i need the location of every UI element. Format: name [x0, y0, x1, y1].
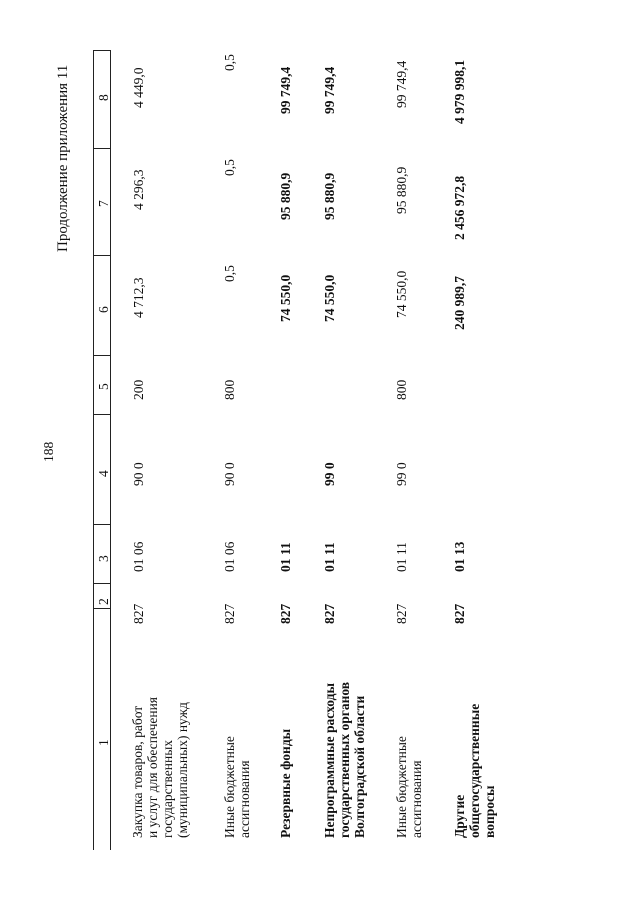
cell-col4: 90 0 [222, 462, 237, 486]
row-name: Другие общегосударственные вопросы [452, 703, 497, 838]
header-divider [93, 148, 110, 149]
header-col-5: 5 [96, 383, 111, 390]
cell-col6: 74 550,0 [278, 274, 293, 322]
cell-col6: 0,5 [222, 265, 237, 282]
cell-col6: 240 989,7 [452, 276, 467, 330]
row-name: Закупка товаров, работ и услуг для обеспечения государственных (муниципальных) нужд [130, 696, 190, 838]
cell-col2: 827 [452, 603, 467, 624]
cell-col6: 74 550,0 [394, 270, 409, 318]
header-divider [93, 255, 110, 256]
cell-col2: 827 [222, 603, 237, 624]
cell-col2: 827 [322, 603, 337, 624]
cell-col3: 01 11 [278, 542, 293, 572]
cell-col7: 95 880,9 [278, 172, 293, 220]
cell-col5: 800 [394, 379, 409, 400]
cell-col8: 0,5 [222, 54, 237, 71]
cell-col6: 74 550,0 [322, 274, 337, 322]
cell-col7: 0,5 [222, 159, 237, 176]
header-divider [93, 414, 110, 415]
table-outer-line [93, 50, 94, 850]
table-top-edge [93, 50, 110, 51]
header-col-4: 4 [96, 470, 111, 477]
row-name: Непрограммные расходы государственных органов Волгоградской области [322, 681, 367, 838]
cell-col3: 01 06 [222, 541, 237, 572]
header-divider [93, 608, 110, 609]
cell-col7: 2 456 972,8 [452, 175, 467, 240]
cell-col4: 99 0 [322, 462, 337, 486]
cell-col3: 01 11 [322, 542, 337, 572]
header-divider [93, 583, 110, 584]
header-divider [93, 524, 110, 525]
cell-col3: 01 06 [131, 541, 146, 572]
cell-col5: 200 [131, 379, 146, 400]
cell-col3: 01 11 [394, 542, 409, 572]
cell-col8: 99 749,4 [278, 66, 293, 114]
header-col-8: 8 [96, 94, 111, 101]
cell-col6: 4 712,3 [131, 277, 146, 318]
cell-col8: 99 749,4 [322, 66, 337, 114]
cell-col4: 90 0 [131, 462, 146, 486]
cell-col7: 95 880,9 [322, 172, 337, 220]
cell-col8: 99 749,4 [394, 60, 409, 108]
cell-col2: 827 [278, 603, 293, 624]
cell-col8: 4 979 998,1 [452, 59, 467, 124]
cell-col7: 95 880,9 [394, 166, 409, 214]
continuation-title: Продолжение приложения 11 [55, 64, 71, 252]
row-name: Иные бюджетные ассигнования [394, 736, 424, 838]
header-col-3: 3 [96, 555, 111, 562]
cell-col2: 827 [394, 603, 409, 624]
cell-col4: 99 0 [394, 462, 409, 486]
cell-col5: 800 [222, 379, 237, 400]
header-col-1: 1 [96, 739, 111, 746]
header-col-6: 6 [96, 306, 111, 313]
header-divider [93, 355, 110, 356]
cell-col7: 4 296,3 [131, 169, 146, 210]
header-col-2: 2 [96, 598, 111, 605]
page-number: 188 [41, 441, 56, 462]
header-col-7: 7 [96, 200, 111, 207]
row-name: Иные бюджетные ассигнования [222, 736, 252, 838]
cell-col3: 01 13 [452, 541, 467, 572]
cell-col2: 827 [131, 603, 146, 624]
row-name: Резервные фонды [278, 728, 293, 838]
cell-col8: 4 449,0 [131, 67, 146, 108]
header-row-border [110, 50, 111, 850]
